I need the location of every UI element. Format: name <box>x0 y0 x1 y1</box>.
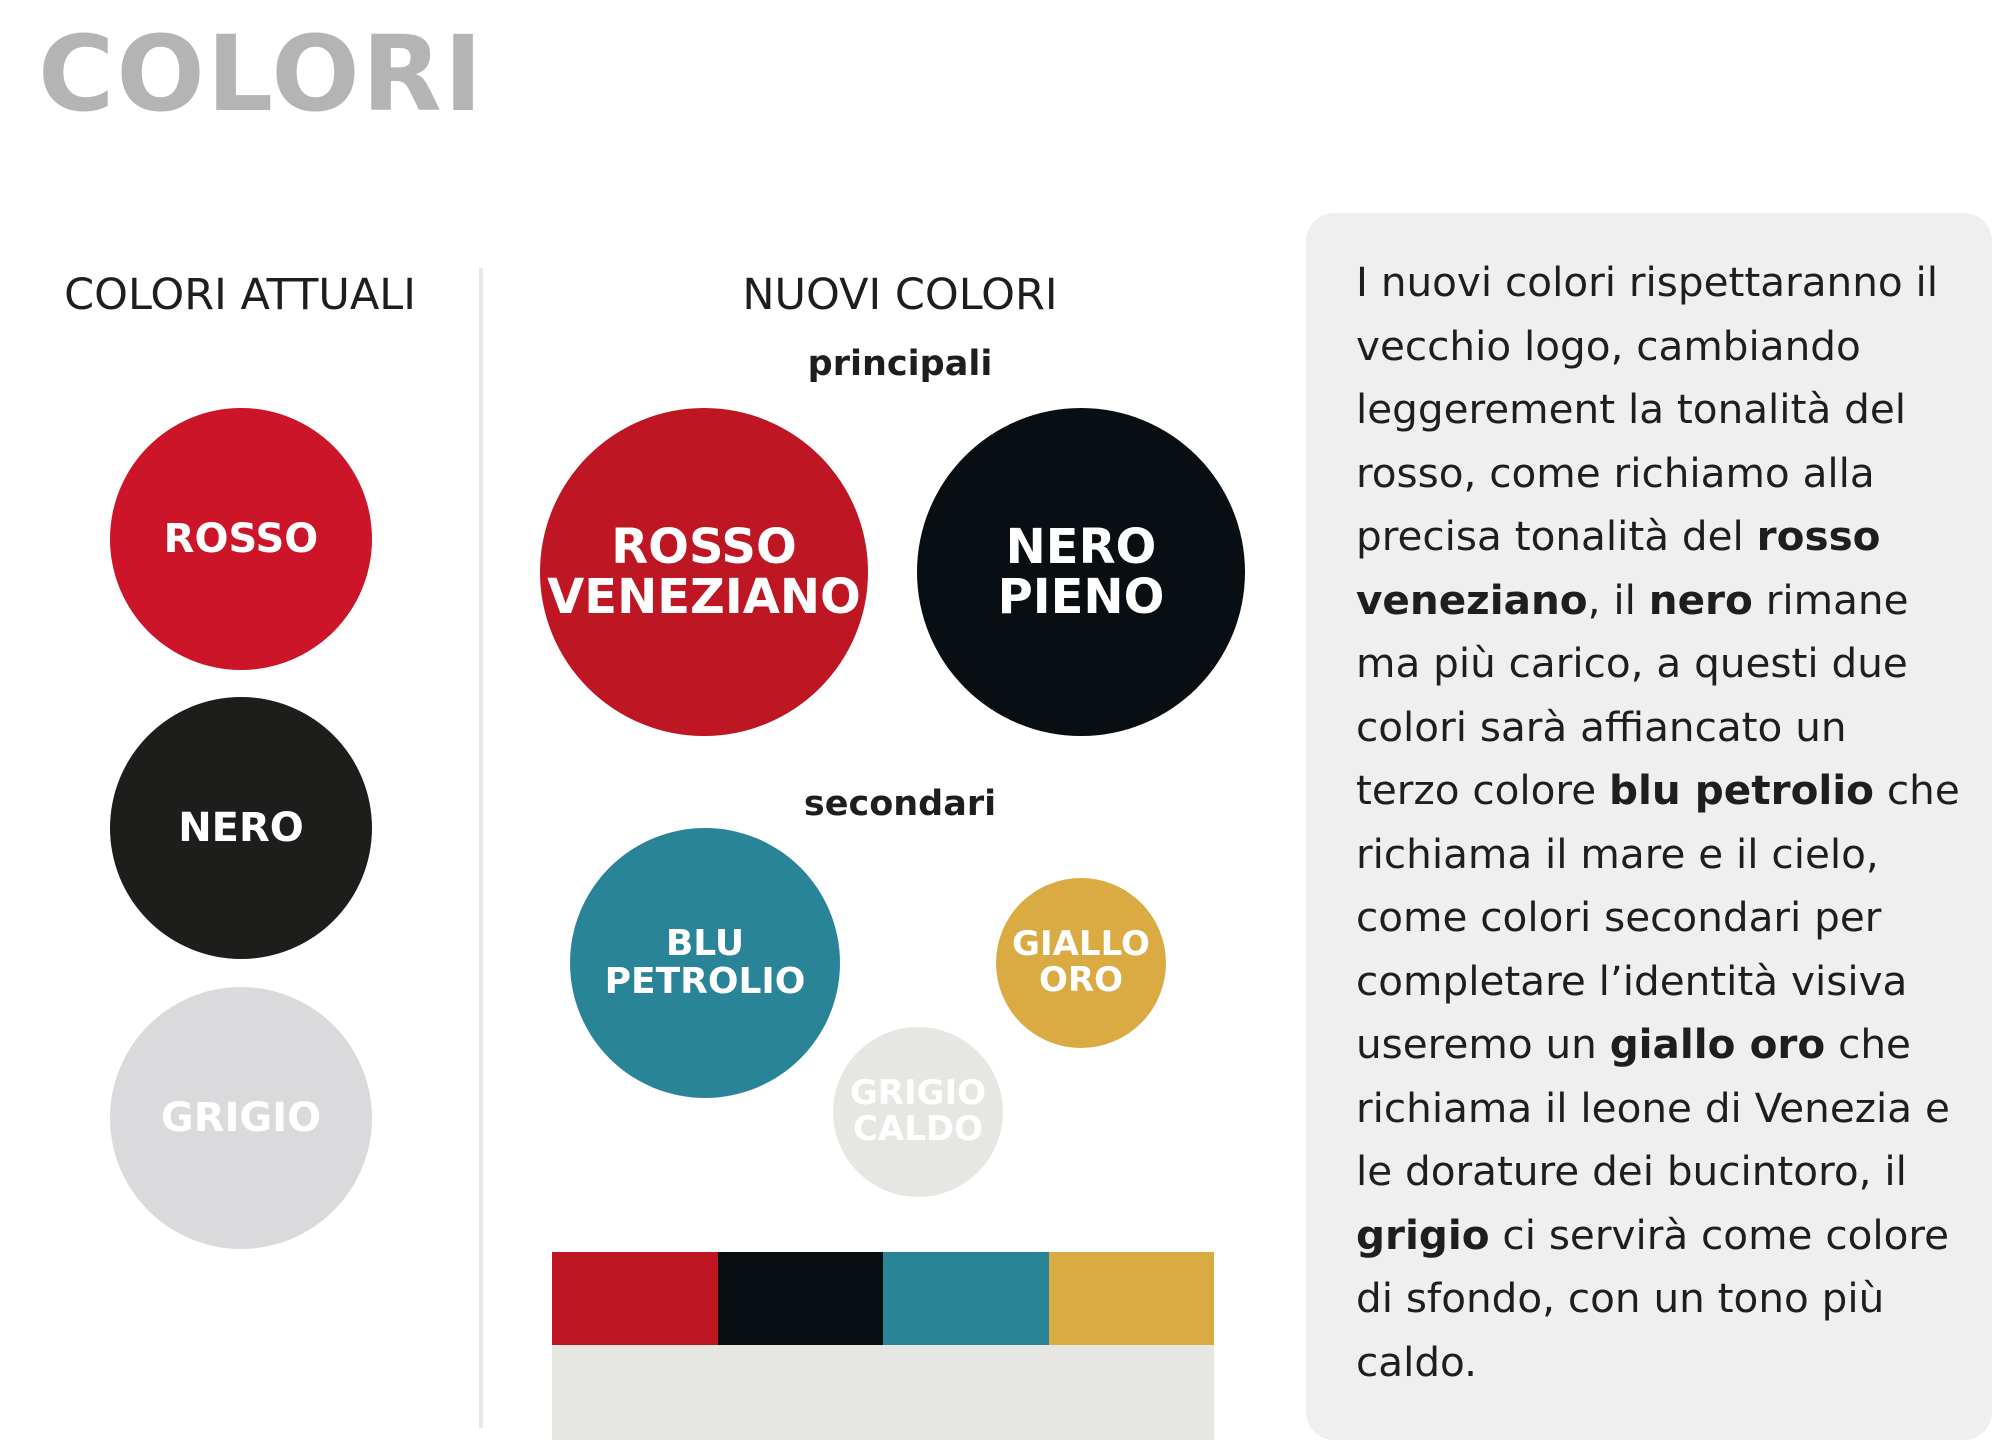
swatch-label: ROSSO <box>163 516 319 562</box>
description-segment: I nuovi colori rispettaranno il vecchio logo, cambiando leggerement la tonalità del rosso, come richiamo alla precisa tonalità del <box>1356 258 1939 560</box>
primary-colors-heading: principali <box>807 344 993 384</box>
swatch-label: GRIGIO CALDO <box>849 1073 987 1149</box>
description-highlight: blu petrolio <box>1609 766 1875 814</box>
swatch-rosso <box>110 408 372 670</box>
swatch-giallo-oro <box>996 878 1166 1048</box>
description-segment: ci servirà come colore di sfondo, con un tono più caldo. <box>1356 1210 1950 1386</box>
palette-block-red <box>552 1252 718 1345</box>
swatch-label: NERO PIENO <box>997 518 1165 625</box>
swatch-grigio-caldo <box>833 1027 1003 1197</box>
new-colors-heading: NUOVI COLORI <box>742 270 1058 320</box>
description-segment: che richiama il leone di Venezia e le dorature dei bucintoro, il <box>1356 1020 1950 1195</box>
palette-block-black <box>718 1252 884 1345</box>
swatch-label: ROSSO VENEZIANO <box>547 518 861 625</box>
swatch-nero <box>110 697 372 959</box>
description-highlight: grigio <box>1356 1210 1490 1259</box>
page-title: COLORI <box>38 13 485 135</box>
palette-bar <box>552 1252 1214 1440</box>
swatch-blu-petrolio <box>570 828 840 1098</box>
swatch-rosso-veneziano <box>540 408 868 736</box>
description-highlight: rosso veneziano <box>1356 512 1881 624</box>
description-highlight: nero <box>1648 575 1753 624</box>
description-highlight: giallo oro <box>1609 1020 1826 1068</box>
swatch-nero-pieno <box>917 408 1245 736</box>
column-divider <box>479 268 483 1428</box>
palette-block-grey <box>552 1345 1214 1440</box>
swatch-grigio <box>110 987 372 1249</box>
current-colors-heading: COLORI ATTUALI <box>64 270 416 320</box>
description-segment: , il <box>1587 575 1649 624</box>
palette-block-gold <box>1049 1252 1215 1345</box>
swatch-label: GIALLO ORO <box>1012 924 1150 1000</box>
palette-top-row <box>552 1252 1214 1345</box>
description-segment: che richiama il mare e il cielo, come colori secondari per completare l’identità visiva useremo un <box>1356 766 1960 1068</box>
description-segment: rimane ma più carico, a questi due colori sarà affiancato un terzo colore <box>1356 575 1909 814</box>
description-panel <box>1306 213 1992 1440</box>
swatch-label: BLU PETROLIO <box>604 923 806 1002</box>
swatch-label: GRIGIO <box>160 1095 322 1141</box>
swatch-label: NERO <box>178 805 304 851</box>
palette-block-blue <box>883 1252 1049 1345</box>
description-text <box>1356 251 1962 1394</box>
secondary-colors-heading: secondari <box>803 784 997 824</box>
